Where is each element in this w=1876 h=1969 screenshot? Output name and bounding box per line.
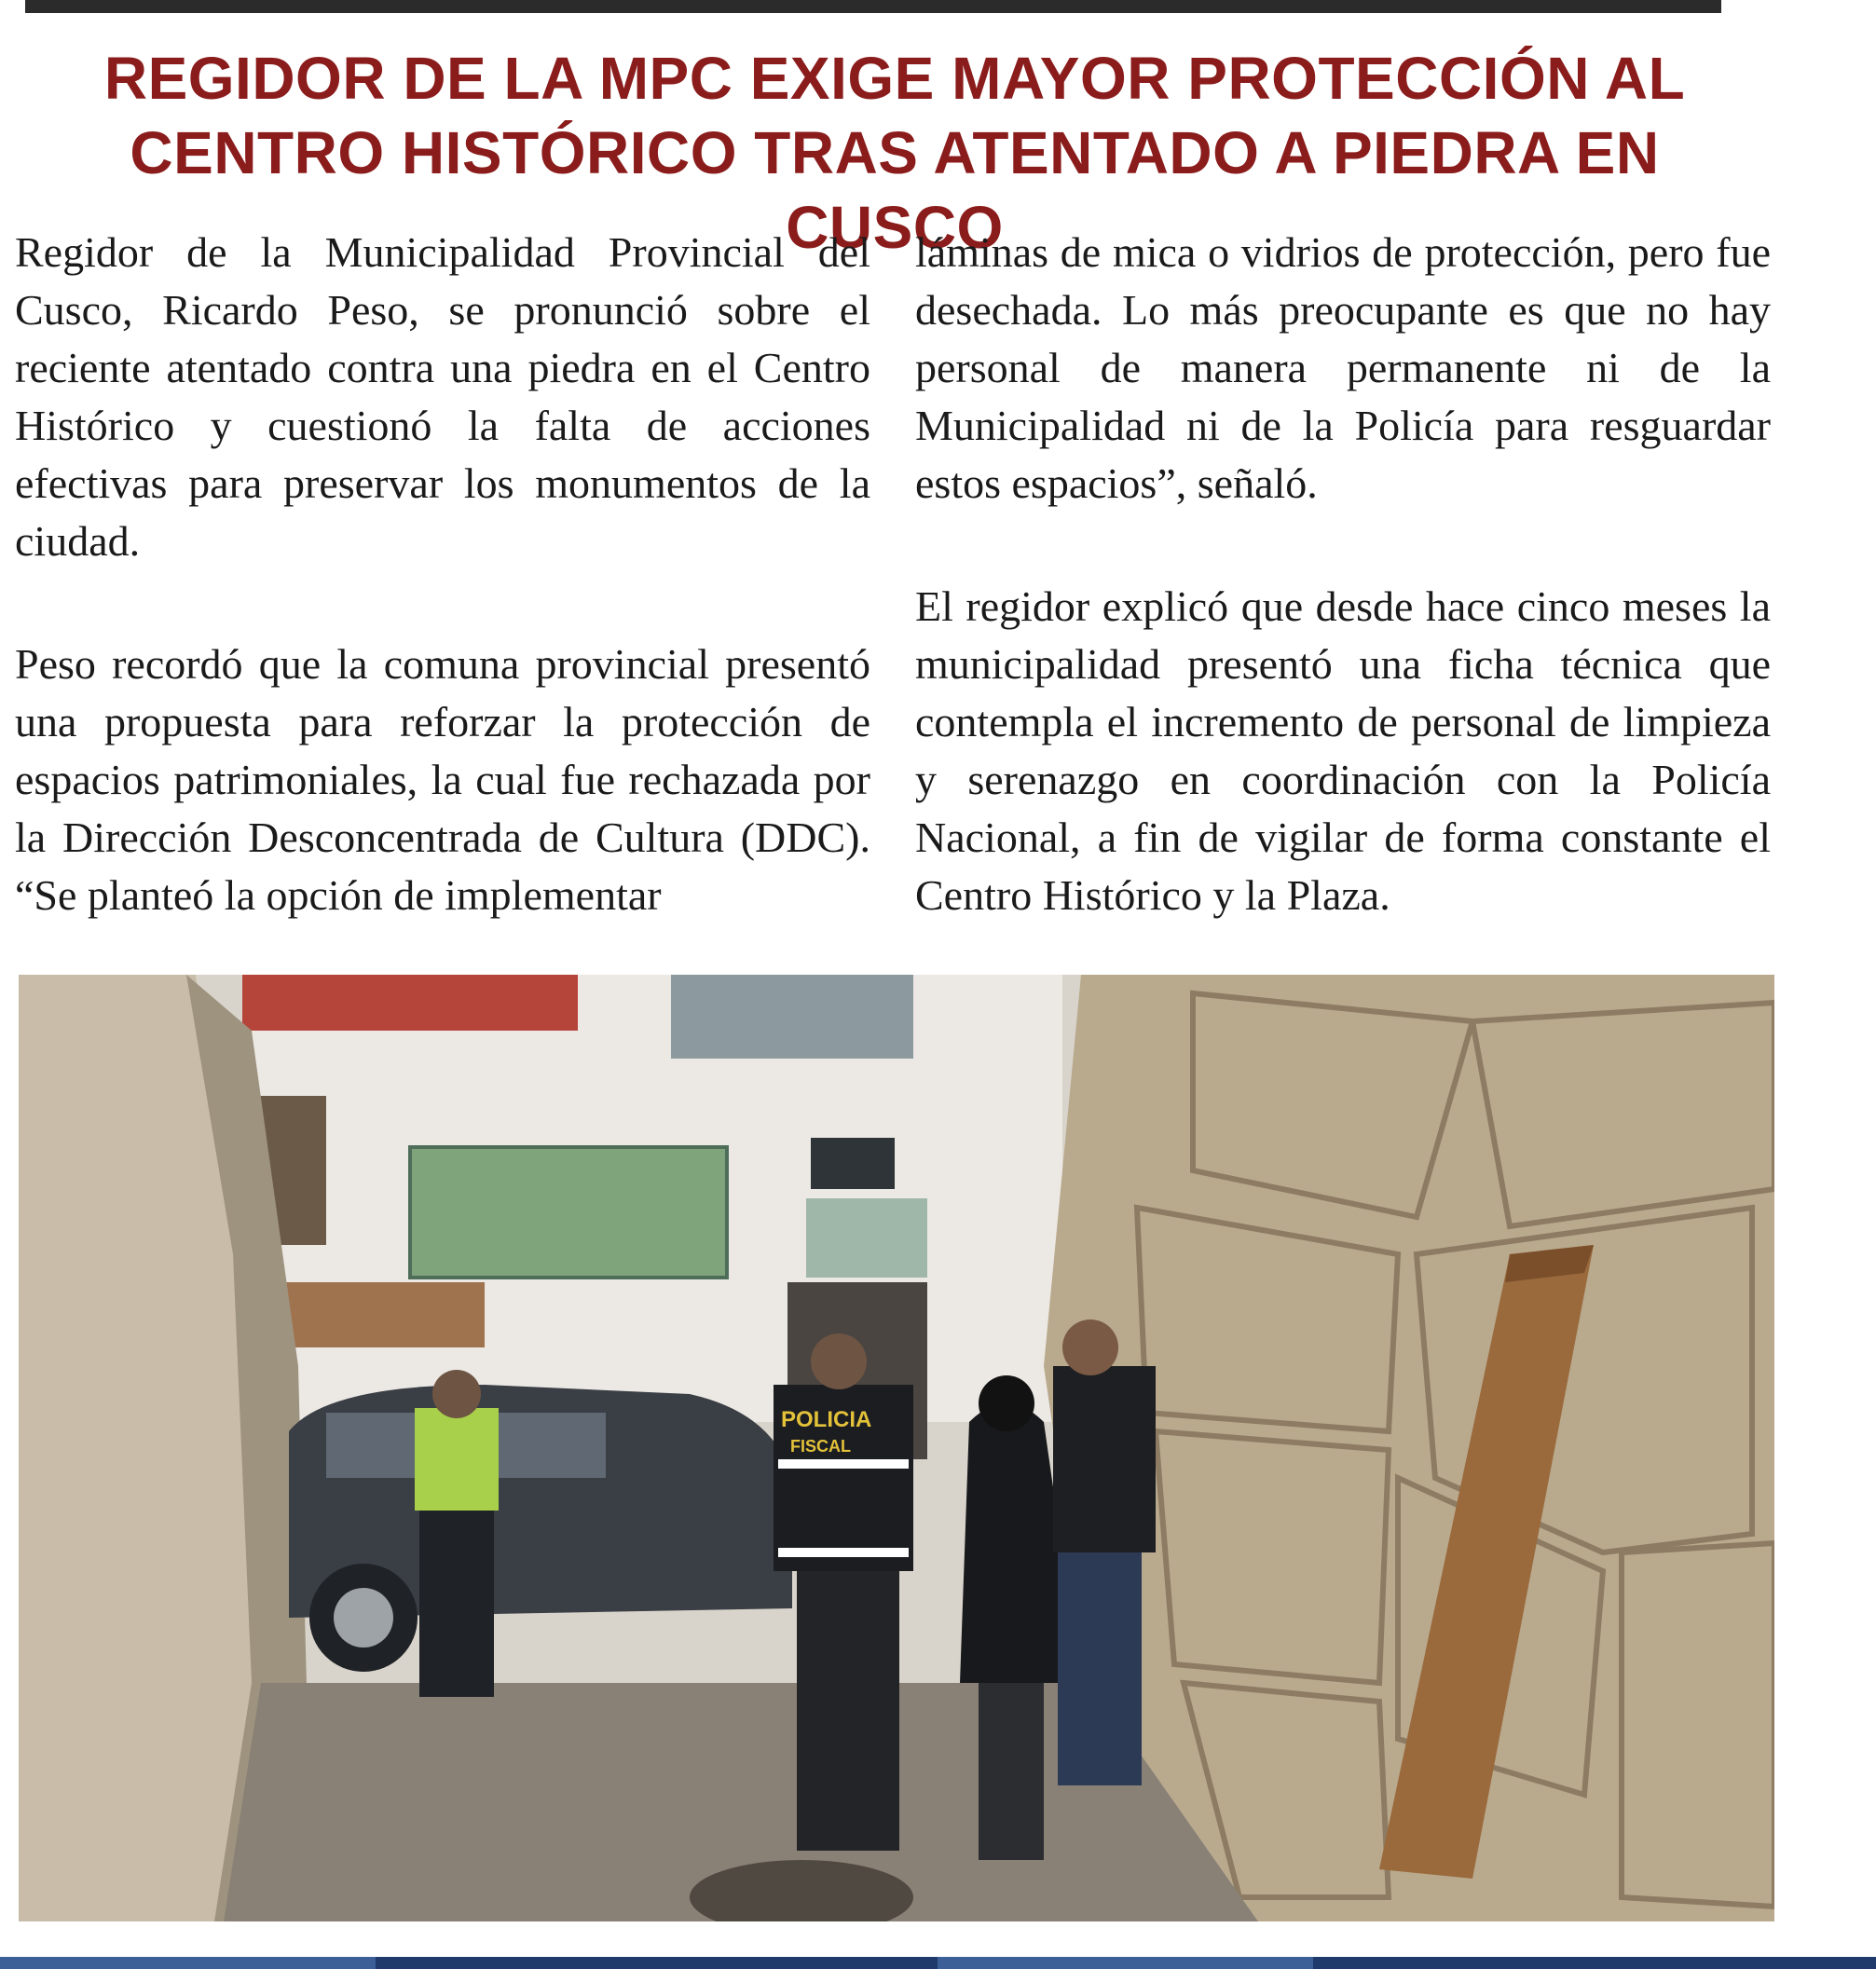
article-photo: [19, 975, 1774, 1921]
dried-plants: [270, 1282, 485, 1347]
red-roof: [242, 975, 578, 1031]
headline-line-1: REGIDOR DE LA MPC EXIGE MAYOR PROTECCIÓN AL: [103, 45, 1686, 112]
small-poster: [806, 1198, 927, 1278]
barred-window: [811, 1138, 895, 1189]
right-column: [915, 224, 1771, 990]
bottom-color-bar: [0, 1957, 1876, 1969]
paragraph-4: El regidor explicó que desde hace cinco meses la municipalidad presentó una ficha técnica que contempla el incremento de personal de limpieza y serenazgo en coordinación con la Policía Nacional, a fin de vigilar de forma constante el Centro Histórico y la Plaza.: [915, 582, 1771, 919]
mural: [410, 1147, 727, 1278]
vest-text-police: POLICIA: [781, 1407, 872, 1432]
photo-illustration: [19, 975, 1774, 1921]
vest-text-fiscal: FISCAL: [790, 1437, 851, 1456]
paragraph-1: Regidor de la Municipalidad Provincial del Cusco, Ricardo Peso, se pronunció sobre el reciente atentado contra una piedra en el Centro Histórico y cuestionó la falta de acciones efectivas para preservar los monumentos de la ciudad.: [15, 228, 870, 565]
upper-window: [671, 975, 913, 1059]
paragraph-3: láminas de mica o vidrios de protección, pero fue desechada. Lo más preocupante es que no hay personal de manera permanente ni de la Municipalidad ni de la Policía para resguardar estos espacios”, señaló.: [915, 228, 1771, 507]
man-black-jacket: [1053, 1366, 1156, 1552]
paragraph-2: Peso recordó que la comuna provincial presentó una propuesta para reforzar la protección de espacios patrimoniales, la cual fue rechazada por la Dirección Desconcentrada de Cultura (DDC). “Se planteó la opción de implementar: [15, 640, 870, 919]
headline-line-2: CENTRO HISTÓRICO TRAS ATENTADO A PIEDRA EN CUSCO: [130, 119, 1660, 261]
top-rule: [25, 0, 1721, 13]
left-column: [15, 224, 870, 990]
green-vest-officer: [415, 1408, 499, 1511]
